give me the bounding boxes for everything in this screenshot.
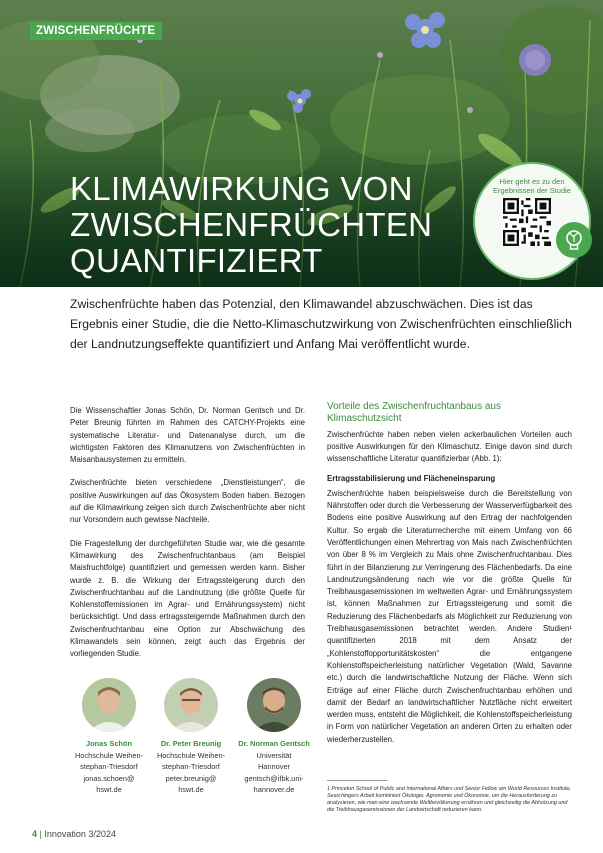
body-paragraph: Zwischenfrüchte haben beispielsweise durch die Bereitstellung von Nährstoffen oder durch die Verbesserung der Wasserverfügbarkeit des Bodens eine positive Auswirkung auf den Ertrag der nachfolgenden Kultur. So ergab die Literaturrecherche mit einem Umfang von 66 Veröffentlichungen einen Mehrertrag von Mais nach Zwischenfrüchten von über 8 % im Vergleich zu Mais ohne Zwischenfruchtanbau. Dies führt in der Bilanzierung zur Verringerung des Flächenbedarfs. Da eine Landnutzungsänderung nach wie vor die größte Quelle für Treibhausgasemissionen im weltweiten Agrar- und Ernährungssystem ist, können Maßnahmen zur Ertragssteigerung und somit die Reduzierung des Flächenbedarfs als Möglichkeit zur Reduzierung von Treibhausgasemissionen betrachtet werden. Andere Studien¹ quantifizierten 2018 mit dem Ansatz der „Kohlenstoffopportunitätskosten“ die entgangene Kohlenstoffspeicherleistung natürlicher Vegetation (Wald, Savanne etc.) durch die landwirtschaftliche Nutzung der Fläche. Wenn sich Erträge auf einer Fläche durch Zwischenfruchtanbau erhöhen und damit der Bedarf an landwirtschaftlicher Nutzfläche nicht erweitert werden muss, entsteht die Möglichkeit, die Kohlenstoffspeicherleistung in Form von natürlicher Vegetation an anderen Orten zu erhalten oder wiederherzustellen. — [327, 488, 572, 744]
author-email[interactable]: peter.breunig@ — [165, 773, 217, 783]
qr-caption — [475, 177, 589, 195]
body-paragraph: Zwischenfrüchte bieten verschiedene „Dienstleistungen“, die positive Auswirkungen auf das Ökosystem Boden haben. Bezogen auf die Klimawirkung zeigen sich durch Zwischenfrüchte aber nicht nur Vorsondern auch gewisse Nachteile. — [70, 478, 305, 525]
lightbulb-plant-icon — [556, 222, 592, 258]
author-card — [151, 678, 231, 796]
author-affiliation-line: stephan-Triesdorf — [162, 762, 220, 772]
body-paragraph: Zwischenfrüchte haben neben vielen ackerbaulichen Vorteilen auch positive Auswirkungen für den Klimaschutz. Einige davon sind durch wissenschaftliche Literatur quantifizierbar (Abb. 1): — [327, 429, 572, 464]
intro-paragraph: Zwischenfrüchte haben das Potenzial, den Klimawandel abzuschwächen. Dies ist das Ergebnis einer Studie, die die Netto-Klimaschutzwirkung von Zwischenfrüchten einschließlich der Landnutzungseffekte quantifiziert und Anfang Mai veröffentlicht wurde. — [70, 297, 572, 351]
issue-label: Innovation 3/2024 — [44, 829, 116, 839]
body-paragraph: Die Wissenschaftler Jonas Schön, Dr. Norman Gentsch und Dr. Peter Breunig führten im Rahmen des CATCHY-Projekts eine systematische Literatur- und Datenanalyse durch, um die wichtigsten Faktoren des Klimanutzens von Zwischenfrüchten in Maisanbausystemen zu ermitteln. — [70, 406, 305, 465]
author-name: Dr. Peter Breunig — [160, 739, 222, 748]
author-card — [69, 678, 149, 796]
author-card — [234, 678, 314, 796]
avatar — [164, 678, 218, 732]
body-paragraph: Die Fragestellung der durchgeführten Studie war, wie die gesamte Klimawirkung des Zwischenfruchtanbaus (am Beispiel Maisfruchtfolge) quantifiziert und gemessen werden kann. Bisher wurde z. B. die Wirkung der Ertragssteigerung durch den Zwischenfruchtanbau auf die Landnutzung (die größte Quelle für Kohlenstoffemissionen im Agrar- und Ernährungssystem) nicht berücksichtigt. Und dass ertragssteigernde Maßnahmen durch den Zwischenfruchtanbau eine Option zur Abschwächung des Klimawandels sein können, zeigt auch das Ergebnis der vorliegenden Studie. — [70, 538, 305, 659]
page-title — [70, 171, 432, 279]
avatar — [82, 678, 136, 732]
author-affiliation-line: Universität — [256, 750, 292, 760]
author-email[interactable]: hswt.de — [178, 785, 204, 795]
author-email[interactable]: hswt.de — [96, 785, 122, 795]
title-line-1: KLIMAWIRKUNG VON — [70, 170, 413, 207]
author-email[interactable]: jonas.schoen@ — [83, 773, 135, 783]
author-affiliation-line: stephan-Triesdorf — [80, 762, 138, 772]
author-affiliation-line: Hannover — [257, 762, 291, 772]
author-email[interactable]: gentsch@ifbk.uni- — [244, 773, 304, 783]
page-footer — [32, 829, 116, 839]
author-name: Jonas Schön — [86, 739, 132, 748]
page-number: 4 — [32, 829, 38, 839]
right-column — [327, 401, 572, 754]
author-affiliation-line: Hochschule Weihen- — [74, 750, 144, 760]
author-email[interactable]: hannover.de — [253, 785, 295, 795]
author-name: Dr. Norman Gentsch — [238, 739, 310, 748]
qr-code-icon[interactable] — [503, 198, 551, 246]
author-affiliation-line: Hochschule Weihen- — [156, 750, 226, 760]
avatar — [247, 678, 301, 732]
left-column — [70, 405, 305, 672]
section-tag: ZWISCHENFRÜCHTE — [30, 22, 162, 40]
subheading: Ertragsstabilisierung und Flächeneinsparung — [327, 474, 496, 484]
title-line-3: QUANTIFIZIERT — [70, 242, 323, 279]
qr-caption-line-1: Hier geht es zu den — [499, 177, 565, 186]
footnote-divider — [327, 780, 387, 781]
qr-badge[interactable] — [473, 162, 591, 280]
title-line-2: ZWISCHENFRÜCHTEN — [70, 206, 433, 243]
section-heading: Vorteile des Zwischenfruchtanbaus aus Klimaschutzsicht — [327, 401, 501, 425]
footnote: 1 Princeton School of Public and International Affairs und Senior Fellow am World Resources Institute, Searchingers Arbeit kombiniert Ökologie, Agronomie und Ökonomie, um die Herausforderung zu analysieren, wie man eine wachsende Weltbevölkerung ernähren und gleichzeitig die Abholzung und die Treibhausgasemissionen der Landwirtschaft reduzieren kann. — [327, 786, 571, 813]
qr-caption-line-2: Ergebnissen der Studie — [493, 186, 571, 195]
footer-separator: | — [39, 829, 42, 839]
